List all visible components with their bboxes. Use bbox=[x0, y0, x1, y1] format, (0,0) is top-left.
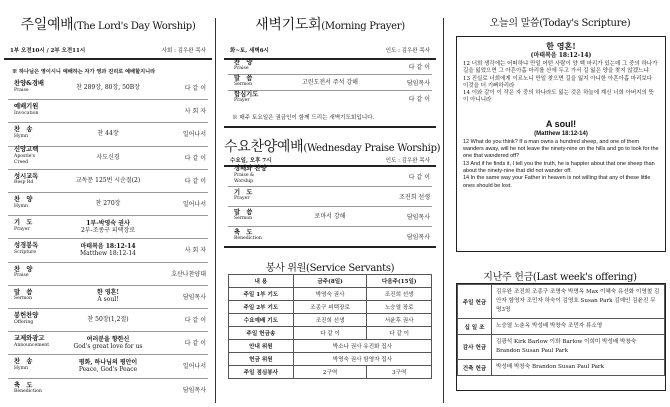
sunday-item-content bbox=[48, 154, 168, 161]
dawn-note: ※ 매주 토요일은 권금인이 함께 드리는 새벽기도회입니다. bbox=[232, 115, 375, 121]
wed-item-content bbox=[268, 213, 392, 220]
servants-cell: 박영숙 권사 bbox=[293, 288, 367, 301]
sunday-item-row bbox=[4, 285, 212, 308]
scripture-verse: 12 What do you think? If a man owns a hundred sheep, and one of them wanders away, will he not leave the ninety-nine on the hills and go to look for the one that wandered off? bbox=[463, 138, 659, 160]
wed-item-row bbox=[224, 206, 436, 226]
sunday-item-label-en: Prayer bbox=[14, 226, 30, 232]
sunday-leader: 사회 : 김우완 목사 bbox=[161, 48, 206, 54]
dawn-meta bbox=[224, 46, 436, 54]
dawn-item-row bbox=[224, 58, 436, 74]
wed-item-content-line: 로마서 강해 bbox=[314, 212, 346, 220]
wed-item-leader: 담임목사 bbox=[406, 233, 430, 241]
dawn-item-content bbox=[268, 79, 392, 86]
offering-category: 주일 헌금 bbox=[458, 285, 492, 319]
servants-cell: 다 같 이 bbox=[367, 327, 432, 340]
sunday-item-content bbox=[48, 336, 168, 350]
sunday-item-row bbox=[4, 262, 212, 285]
servants-cell: 2구역 bbox=[293, 366, 367, 379]
wed-order-list bbox=[224, 166, 436, 246]
dawn-item-label-ko: 찬 양 bbox=[234, 58, 253, 66]
sunday-item-label bbox=[4, 313, 48, 326]
offering-row bbox=[458, 360, 665, 376]
scripture-verse: 12 너희 생각에는 어떠하냐 만일 어떤 사람이 양 백 마리가 있는데 그 중의 하나가 길을 잃었으면 그 아흔아홉 마리를 산에 두고 가서 길 잃은 양을 찾지 않겠느냐 bbox=[463, 61, 658, 75]
dawn-order-list bbox=[224, 58, 436, 106]
offering-category: 감사 헌금 bbox=[458, 335, 492, 360]
dawn-title-ko: 새벽기도회 bbox=[255, 17, 322, 33]
sunday-item-content bbox=[48, 289, 168, 303]
sunday-item-content-line: 2부-조종구 피택장로 bbox=[80, 226, 136, 234]
sunday-item-label-ko: 찬 양 bbox=[14, 196, 33, 204]
scripture-column bbox=[452, 0, 668, 372]
sunday-item-label bbox=[4, 243, 48, 256]
sunday-item-label bbox=[4, 104, 48, 117]
servants-row bbox=[229, 314, 432, 327]
sunday-item-label-en: Praise bbox=[14, 273, 29, 279]
wed-item-label-en: Praise & Worship bbox=[234, 172, 255, 185]
sunday-item-label bbox=[4, 336, 48, 349]
sunday-item-leader: 다 같 이 bbox=[184, 317, 206, 325]
wed-item-label-en: Sermon bbox=[234, 216, 253, 221]
sunday-item-label-en: Scripture bbox=[14, 249, 37, 255]
wed-title-en: (Wednesday Praise Worship) bbox=[303, 143, 441, 154]
servants-cell: 주일 헌금송 bbox=[229, 327, 294, 340]
wed-item-row bbox=[224, 166, 436, 186]
sunday-item-label-en: Hymn bbox=[14, 203, 28, 209]
wed-item-label-en: Benediction bbox=[234, 236, 262, 241]
sunday-item-label-ko: 성경봉독 bbox=[14, 242, 39, 250]
sunday-item-label-ko: 기 도 bbox=[14, 219, 33, 227]
dawn-item-leader: 다 같 이 bbox=[408, 95, 430, 103]
sunday-item-row bbox=[4, 122, 212, 145]
offering-names: 김우완 조진희 조종구 조명숙 박명옥 Max 이혜숙 유선화 이영철 김안자 함영자 조민자 하숙이 김영호 Susan Park 김예인 김윤진 무명3명 bbox=[492, 285, 665, 319]
servants-row bbox=[229, 353, 432, 366]
servants-cell: 박소나 권사 유진화 집사 bbox=[293, 340, 431, 353]
sunday-order-list bbox=[4, 76, 212, 406]
sunday-item-leader: 다 같 이 bbox=[184, 154, 206, 162]
sunday-item-label-ko: 말 씀 bbox=[14, 288, 33, 296]
sunday-item-label-en: Benediction bbox=[14, 389, 42, 395]
sunday-item-content-line: 찬 44장 bbox=[97, 130, 119, 138]
wed-item-leader: 조진희 선생 bbox=[399, 193, 430, 201]
divider bbox=[224, 126, 436, 128]
sunday-item-leader: 사 회 자 bbox=[184, 108, 206, 116]
dawn-time: 화~토, 새벽6시 bbox=[230, 48, 269, 54]
scripture-verse: 13 진실로 너희에게 이르노니 만일 찾으면 길을 잃지 아니한 아흔아홉 마리보다 이것을 더 기뻐하리라 bbox=[463, 75, 653, 89]
servants-header: 금주(8일) bbox=[293, 275, 367, 288]
wed-item-leader: 다 같 이 bbox=[408, 173, 430, 181]
scripture-en-verses bbox=[463, 139, 659, 190]
dawn-item-label-en: Prayer bbox=[234, 98, 250, 103]
sunday-item-content bbox=[48, 200, 168, 207]
dawn-item-label bbox=[224, 60, 268, 73]
sunday-item-label bbox=[4, 359, 48, 372]
servants-header: 내 용 bbox=[229, 275, 294, 288]
servants-row bbox=[229, 340, 432, 353]
sunday-item-label-ko: 찬 송 bbox=[14, 358, 33, 366]
sunday-item-content bbox=[48, 84, 168, 91]
servants-cell: 조진희 선생 bbox=[367, 288, 432, 301]
sunday-meta bbox=[4, 46, 212, 54]
sunday-item-label-en: Resp Rd bbox=[14, 180, 34, 186]
sunday-item-row bbox=[4, 238, 212, 261]
scripture-en-title: A soul! bbox=[545, 118, 577, 129]
sunday-item-label-en: Offering bbox=[14, 319, 34, 325]
sunday-item-label bbox=[4, 127, 48, 140]
sunday-item-content-line: 찬 270장 bbox=[95, 200, 121, 208]
sunday-title-en: (The Lord's Day Worship) bbox=[73, 21, 196, 32]
wed-meta bbox=[224, 156, 436, 164]
sunday-item-content-line: Matthew 18:12-14 bbox=[80, 249, 136, 257]
sunday-item-content-line: 여러분을 향한신 bbox=[86, 335, 130, 343]
sunday-item-leader: 다 같 이 bbox=[184, 85, 206, 93]
sunday-item-label-ko: 축 도 bbox=[14, 381, 33, 389]
wed-item-row bbox=[224, 226, 436, 246]
servants-cell: 헌금 위원 bbox=[229, 353, 294, 366]
sunday-item-content-line: 한 영혼! bbox=[96, 289, 120, 297]
offering-title: 지난주 헌금(Last week's offering) bbox=[483, 272, 637, 283]
sunday-item-label-en: Sermon bbox=[14, 296, 33, 302]
servants-row bbox=[229, 288, 432, 301]
sunday-item-leader: 담임목사 bbox=[182, 293, 206, 301]
servants-cell: 박명숙 권사 함영자 집사 bbox=[293, 353, 431, 366]
sunday-item-leader: 호산나찬양대 bbox=[171, 270, 206, 278]
wed-item-row bbox=[224, 186, 436, 206]
servants-cell: 조진희 선생 bbox=[293, 314, 367, 327]
wed-time: 수요일, 오후 7시 bbox=[230, 158, 272, 164]
dawn-item-label-en: Sermon bbox=[234, 82, 253, 87]
scripture-verse: 14 이와 같이 이 작은 자 중의 하나라도 잃는 것은 하늘에 계신 너희 아버지의 뜻이 아니니라 bbox=[463, 90, 654, 104]
scripture-en-ref: (Matthew 18:12-14) bbox=[534, 130, 588, 137]
wed-item-label bbox=[224, 210, 268, 223]
sunday-item-leader: 일어나서 bbox=[182, 131, 206, 139]
dawn-title-en: (Morning Prayer) bbox=[321, 21, 405, 32]
offering-table bbox=[456, 283, 666, 391]
sunday-item-content-line: 1부-박영숙 권사 bbox=[86, 219, 130, 227]
sunday-item-leader: 담임목사 bbox=[182, 386, 206, 394]
sunday-item-label bbox=[4, 383, 48, 396]
wed-item-label bbox=[224, 166, 268, 186]
wed-item-label bbox=[224, 230, 268, 243]
dawn-item-label-en: Praise bbox=[234, 66, 249, 71]
wed-item-label-en: Prayer bbox=[234, 196, 250, 201]
sunday-title bbox=[4, 14, 212, 34]
sunday-item-row bbox=[4, 308, 212, 331]
column-divider bbox=[443, 18, 444, 403]
sunday-item-content bbox=[48, 177, 168, 184]
sunday-item-label-en: Hymn bbox=[14, 365, 28, 371]
sunday-item-row bbox=[4, 99, 212, 122]
offering-row bbox=[458, 285, 665, 319]
sunday-item-leader: 일어나서 bbox=[182, 363, 206, 371]
sunday-item-row bbox=[4, 215, 212, 238]
wed-item-label-ko: 축 도 bbox=[234, 228, 253, 236]
sunday-item-label-ko: 찬 양 bbox=[14, 265, 33, 273]
sunday-item-label bbox=[4, 147, 48, 167]
sunday-item-label bbox=[4, 174, 48, 187]
sunday-item-content-line: 평화, 하나님의 평안이 bbox=[78, 358, 138, 366]
dawn-item-label-ko: 합심기도 bbox=[234, 90, 259, 98]
servants-cell: 주일 2부 기도 bbox=[229, 301, 294, 314]
sunday-item-content-line: Peace, God's Peace bbox=[78, 365, 138, 373]
offering-category: 건축 헌금 bbox=[458, 360, 492, 376]
dawn-title bbox=[224, 14, 436, 34]
scripture-ko-title: 한 영혼! bbox=[546, 41, 576, 51]
sunday-worship-column bbox=[4, 0, 212, 395]
servants-cell: 다 같 이 bbox=[293, 327, 367, 340]
servants-cell: 조종구 피택장로 bbox=[293, 301, 367, 314]
dawn-item-row bbox=[224, 74, 436, 90]
sunday-item-label-en: Announcement bbox=[14, 342, 50, 348]
sunday-item-leader: 다 같 이 bbox=[184, 340, 206, 348]
sunday-item-content-line: 찬 289장, 80장, 50B장 bbox=[76, 84, 140, 92]
sunday-note: ※ 하나님은 영이시니 예배하는 자가 영과 진리로 예배할지니라 bbox=[12, 69, 156, 75]
offering-names: 박성배 박창숙 Brandon Susan Paul Park bbox=[492, 360, 665, 376]
dawn-item-label-ko: 말 씀 bbox=[234, 74, 253, 82]
sunday-item-row bbox=[4, 192, 212, 215]
sunday-item-content bbox=[48, 220, 168, 234]
servants-cell: 3구역 bbox=[367, 366, 432, 379]
offering-row bbox=[458, 319, 665, 335]
sunday-item-content bbox=[48, 359, 168, 373]
scripture-box bbox=[456, 36, 666, 252]
sunday-item-label-ko: 성시교독 bbox=[14, 172, 39, 180]
servants-row bbox=[229, 366, 432, 379]
dawn-leader: 인도 : 김우완 목사 bbox=[385, 48, 430, 54]
servants-row bbox=[229, 301, 432, 314]
sunday-item-content bbox=[48, 130, 168, 137]
scripture-verse: 14 In the same way your Father in heaven is not willing that any of these little ones should be lost. bbox=[463, 175, 651, 189]
sunday-item-leader: 일어나서 bbox=[182, 201, 206, 209]
dawn-item-label bbox=[224, 92, 268, 105]
servants-title: 봉사 위원(Service Servants) bbox=[265, 263, 395, 274]
sunday-item-content-line: God's great love for us bbox=[73, 342, 143, 350]
offering-names: 김광석 Kirk Barlow 이희 Barlow 이희미 박성배 박창숙 Brandon Susan Paul Park bbox=[492, 335, 665, 360]
sunday-item-content bbox=[48, 316, 168, 323]
sunday-item-label bbox=[4, 267, 48, 280]
offering-category: 십 일 조 bbox=[458, 319, 492, 335]
sunday-item-content-line: 마태복음 18:12-14 bbox=[80, 242, 136, 250]
sunday-item-leader: 사 회 자 bbox=[184, 247, 206, 255]
servants-row bbox=[229, 327, 432, 340]
servants-cell: 노승열 장로 bbox=[367, 301, 432, 314]
wed-title bbox=[224, 136, 441, 156]
wed-leader: 인도 : 김우완 목사 bbox=[385, 158, 430, 164]
sunday-item-row bbox=[4, 146, 212, 169]
dawn-item-leader: 담임목사 bbox=[406, 79, 430, 87]
sunday-item-leader: 다 같 이 bbox=[184, 177, 206, 185]
servants-table bbox=[228, 274, 432, 379]
sunday-item-content-line: 교독문 125번 시순절(2) bbox=[75, 176, 141, 184]
scripture-verse: 13 And if he finds it, I tell you the truth, he is happier about that one sheep than about the ninety-nine that did not wander off. bbox=[463, 160, 655, 174]
sunday-item-label-ko: 찬양&경배 bbox=[14, 80, 45, 88]
scripture-ko-ref: (마태복음 18:12-14) bbox=[530, 52, 592, 59]
sunday-item-label-en: Invocation bbox=[14, 110, 39, 116]
dawn-item-label bbox=[224, 76, 268, 89]
sunday-item-content bbox=[48, 243, 168, 257]
sunday-item-label-ko: 신앙고백 bbox=[14, 146, 39, 154]
dawn-item-row bbox=[224, 90, 436, 106]
middle-column bbox=[224, 0, 441, 376]
sunday-item-label-ko: 찬 송 bbox=[14, 126, 33, 134]
sunday-title-ko: 주일예배 bbox=[20, 17, 74, 33]
wed-item-label bbox=[224, 190, 268, 203]
sunday-item-row bbox=[4, 354, 212, 377]
servants-cell: 주일 1부 기도 bbox=[229, 288, 294, 301]
dawn-item-content-line: 고린도전서 주석 강해 bbox=[302, 78, 358, 86]
offering-row bbox=[458, 335, 665, 360]
sunday-item-label-en: Apostle's Creed bbox=[14, 153, 36, 166]
sunday-item-content-line: 찬 50장(1,2절) bbox=[87, 316, 129, 324]
scripture-title: 오늘의 말씀(Today's Scripture) bbox=[489, 18, 631, 29]
sunday-item-row bbox=[4, 76, 212, 99]
sunday-item-label-en: Praise bbox=[14, 87, 29, 93]
wed-title-ko: 수요찬양예배 bbox=[224, 139, 304, 155]
wed-item-label-ko: 기 도 bbox=[234, 188, 253, 196]
sunday-item-label-ko: 봉헌찬양 bbox=[14, 312, 39, 320]
sunday-item-row bbox=[4, 169, 212, 192]
sunday-item-label bbox=[4, 81, 48, 94]
sunday-item-label-ko: 교제와광고 bbox=[14, 335, 45, 343]
sunday-item-label bbox=[4, 197, 48, 210]
column-divider bbox=[215, 18, 216, 403]
offering-names: 노승열 노춘옥 박성배 박창숙 조민자 류소영 bbox=[492, 319, 665, 335]
sunday-item-row bbox=[4, 331, 212, 354]
sunday-item-row bbox=[4, 378, 212, 401]
divider bbox=[224, 246, 436, 248]
servants-cell: 수요예배 기도 bbox=[229, 314, 294, 327]
sunday-item-label bbox=[4, 290, 48, 303]
sunday-item-label bbox=[4, 220, 48, 233]
wed-item-label-ko: 말 씀 bbox=[234, 208, 253, 216]
dawn-item-leader: 다 같 이 bbox=[408, 63, 430, 71]
servants-cell: 안내 위원 bbox=[229, 340, 294, 353]
servants-cell: 주일 점심봉사 bbox=[229, 366, 294, 379]
wed-item-leader: 담임목사 bbox=[406, 213, 430, 221]
sunday-item-label-en: Hymn bbox=[14, 133, 28, 139]
scripture-ko-verses bbox=[463, 61, 659, 105]
sunday-item-content-line: 사도신경 bbox=[96, 153, 120, 161]
sunday-item-content-line: A soul! bbox=[97, 296, 119, 304]
sunday-time: 1부 오전10시 / 2부 오전11시 bbox=[10, 48, 86, 54]
servants-header: 다음주(15일) bbox=[367, 275, 432, 288]
wed-item-label-ko: 경배와 찬양 bbox=[234, 165, 267, 173]
servants-cell: 서윤후 권사 bbox=[367, 314, 432, 327]
sunday-item-label-ko: 예배기원 bbox=[14, 103, 39, 111]
